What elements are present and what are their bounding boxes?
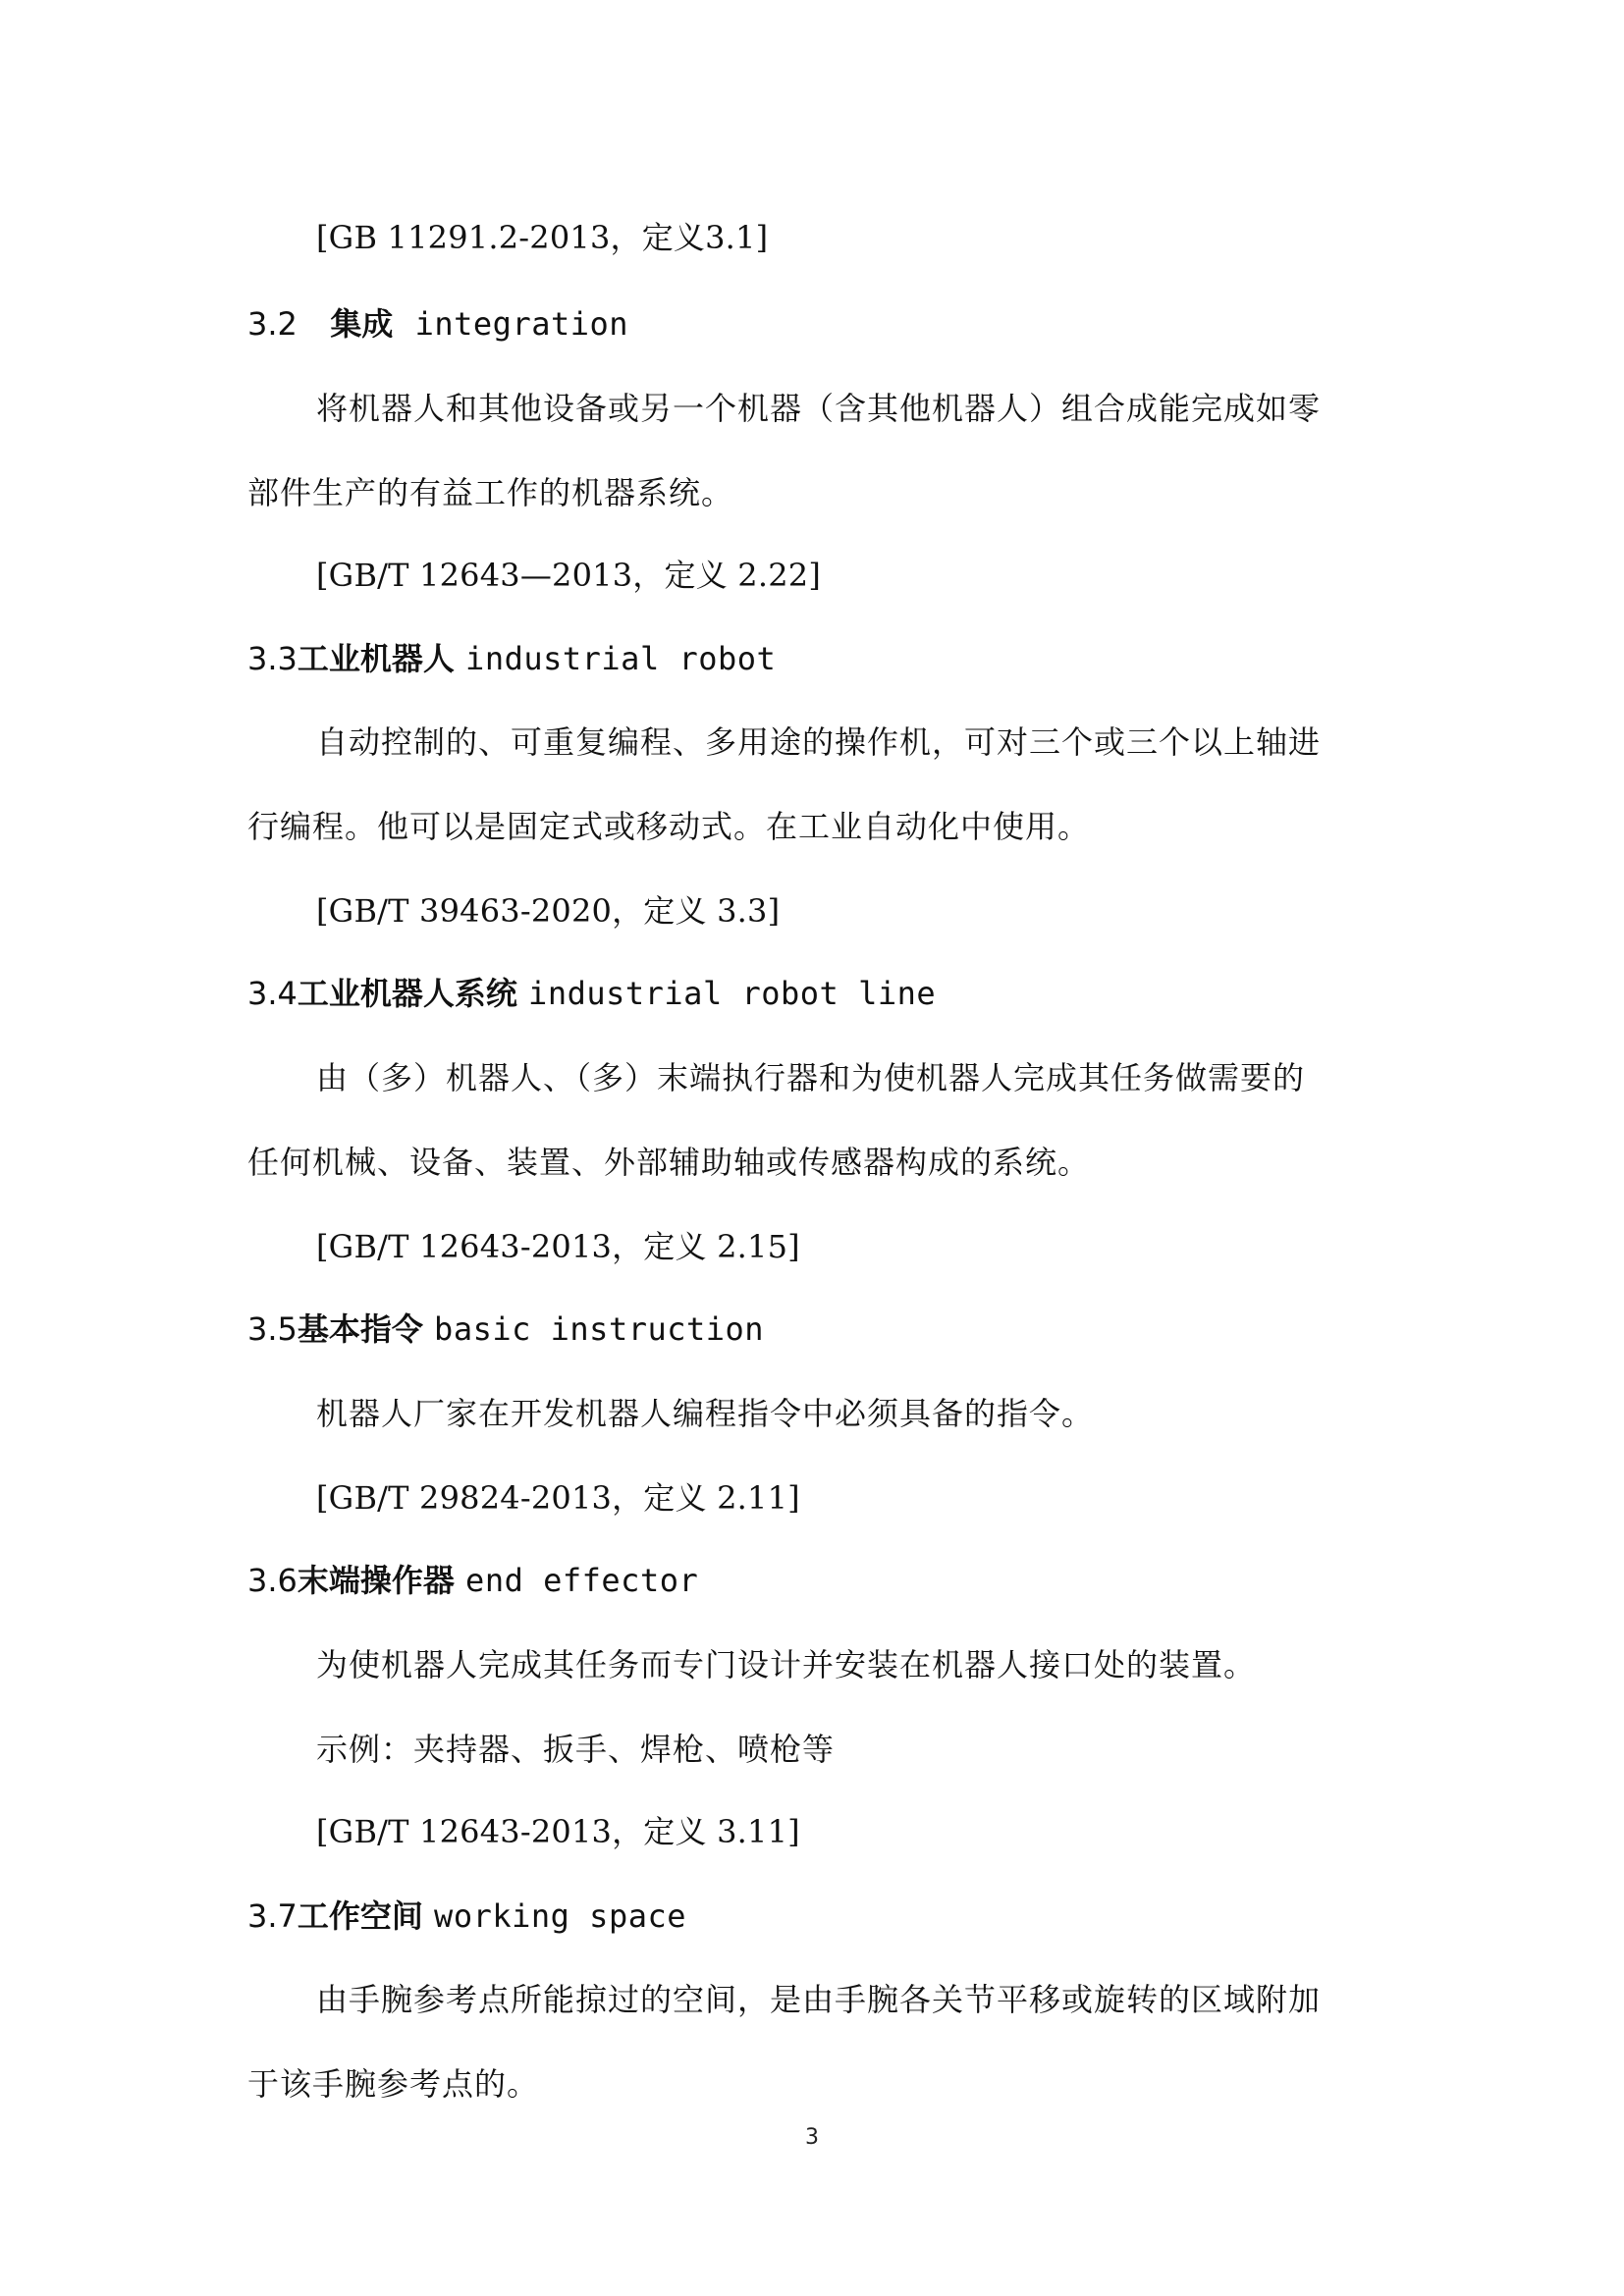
section-term-zh: 末端操作器 [297,1562,455,1599]
page-number: 3 [805,2125,819,2150]
section-number: 3.4 [247,975,298,1012]
definition-line: 任何机械、设备、装置、外部辅助轴或传感器构成的系统。 [247,1144,1091,1181]
section-number: 3.7 [247,1897,298,1935]
definition-line: 行编程。他可以是固定式或移动式。在工业自动化中使用。 [247,808,1091,845]
definition-line: 由（多）机器人、（多）末端执行器和为使机器人完成其任务做需要的 [316,1059,1306,1096]
section-heading-3-3 [247,640,777,677]
section-term-zh: 基本指令 [297,1310,423,1348]
section-heading-3-2 [247,305,629,343]
section-term-en: industrial robot line [528,975,937,1012]
definition-line: 于该手腕参考点的。 [247,2065,540,2103]
section-term-en: integration [414,305,629,343]
definition-line: 自动控制的、可重复编程、多用途的操作机，可对三个或三个以上轴进 [316,723,1322,761]
section-term-en: working space [434,1897,686,1935]
section-number: 3.5 [247,1310,298,1348]
reference-3-6: [GB/T 12643-2013，定义 3.11] [316,1813,800,1850]
section-term-zh: 集成 [330,305,394,343]
definition-line: 机器人厂家在开发机器人编程指令中必须具备的指令。 [316,1395,1095,1432]
definition-line: 为使机器人完成其任务而专门设计并安装在机器人接口处的装置。 [316,1646,1257,1683]
reference-3-5: [GB/T 29824-2013，定义 2.11] [316,1479,800,1517]
section-number: 3.6 [247,1562,298,1599]
section-term-en: industrial robot [465,640,777,677]
section-number: 3.2 [247,305,298,343]
reference-3-3: [GB/T 39463-2020，定义 3.3] [316,892,781,930]
definition-line: 由手腕参考点所能掠过的空间，是由手腕各关节平移或旋转的区域附加 [316,1981,1322,2018]
reference-3-4: [GB/T 12643-2013，定义 2.15] [316,1228,800,1265]
reference-3-1: [GB 11291.2-2013，定义3.1] [316,219,769,256]
section-term-en: end effector [465,1562,699,1599]
example-line: 示例：夹持器、扳手、焊枪、喷枪等 [316,1731,836,1768]
section-term-zh: 工作空间 [297,1897,423,1935]
section-heading-3-4 [247,975,937,1012]
section-number: 3.3 [247,640,298,677]
section-term-zh: 工业机器人系统 [297,975,517,1012]
section-heading-3-6 [247,1562,699,1599]
section-term-zh: 工业机器人 [297,640,455,677]
definition-line: 部件生产的有益工作的机器系统。 [247,474,734,511]
definition-line: 将机器人和其他设备或另一个机器（含其他机器人）组合成能完成如零 [316,390,1322,427]
reference-3-2: [GB/T 12643—2013，定义 2.22] [316,557,822,594]
section-term-en: basic instruction [434,1310,765,1348]
section-heading-3-7 [247,1897,686,1935]
section-heading-3-5 [247,1310,765,1348]
